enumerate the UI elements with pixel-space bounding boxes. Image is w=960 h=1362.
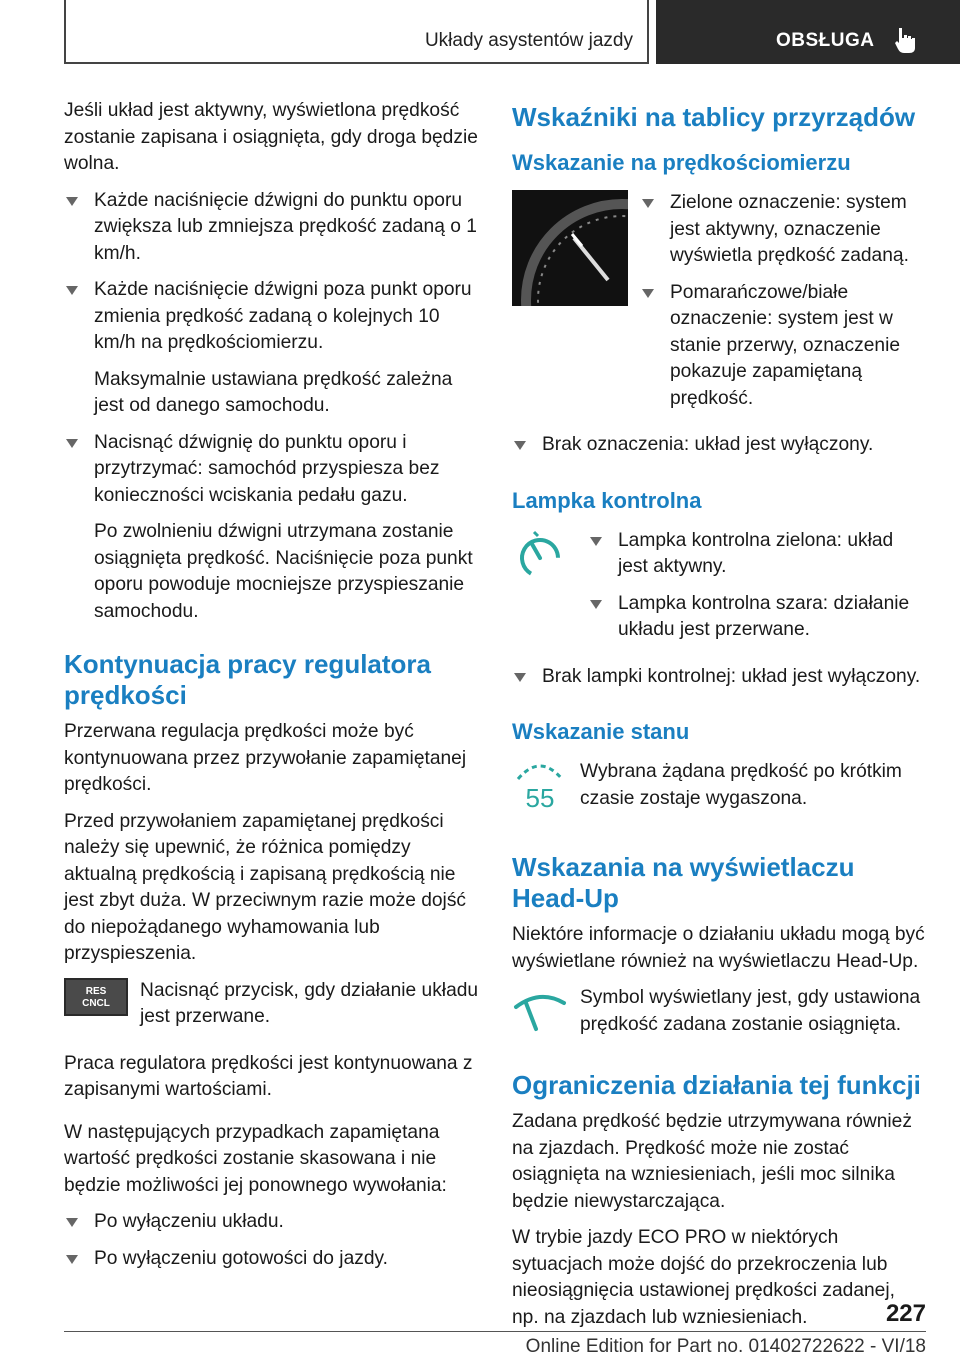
arc-dashes-icon bbox=[512, 759, 568, 781]
list-item: Nacisnąć dźwignię do punktu oporu i przytrzymać: samochód przyspiesza bez konieczności wciskania pedału gazu. bbox=[64, 430, 480, 510]
list-item: Pomarańczowe/białe oznaczenie: system jest w stanie przerwy, oznaczenie pokazuje zapamiętaną prędkość. bbox=[640, 280, 926, 413]
hand-pointer-icon bbox=[894, 26, 916, 54]
paragraph: Zadana prędkość będzie utrzymywana również na zjazdach. Prędkość może nie zostać osiągnięta na wzniesieniach, jeśli moc silnika będzie niewystarczająca. bbox=[512, 1111, 912, 1212]
bullet-triangle-icon bbox=[66, 439, 78, 448]
cruise-control-lamp-icon bbox=[512, 528, 568, 580]
bullet-triangle-icon bbox=[66, 286, 78, 295]
subsection-heading: Lampka kontrolna bbox=[512, 487, 702, 513]
paragraph: Maksymalnie ustawiana prędkość zależna jest od danego samochodu. bbox=[94, 368, 453, 416]
state-indicator-figure bbox=[512, 759, 926, 822]
res-cncl-button-icon: RES CNCL bbox=[64, 978, 128, 1016]
bullet-triangle-icon bbox=[642, 199, 654, 208]
list-item: Brak lampki kontrolnej: układ jest wyłączony. bbox=[512, 664, 926, 691]
speedometer-figure bbox=[512, 190, 926, 422]
speedometer-icon bbox=[512, 190, 628, 306]
section-heading: Wskazania na wyświetlaczu Head-Up bbox=[512, 852, 855, 913]
list-item: Po wyłączeniu gotowości do jazdy. bbox=[64, 1246, 480, 1273]
bullet-triangle-icon bbox=[66, 197, 78, 206]
right-column bbox=[512, 98, 926, 1341]
list-item: Lampka kontrolna szara: działanie układu jest przerwane. bbox=[588, 591, 926, 644]
header-chapter-label: OBSŁUGA bbox=[776, 30, 875, 51]
left-column bbox=[64, 98, 480, 1282]
list-item: Każde naciśnięcie dźwigni poza punkt oporu zmienia prędkość zadaną o kolejnych 10 km/h na prędkościomierzu. bbox=[64, 277, 480, 357]
hud-speed-reached-icon bbox=[512, 985, 568, 1035]
paragraph: Przed przywołaniem zapamiętanej prędkości należy się upewnić, że różnica pomiędzy aktualną prędkością i zapisaną prędkością nie jest zbyt duża. W przeciwnym razie może dojść do niepożądanego wyhamowania lub przyspieszenia. bbox=[64, 810, 467, 964]
paragraph: Praca regulatora prędkości jest kontynuowana z zapisanymi wartościami. bbox=[64, 1052, 473, 1100]
res-button-figure bbox=[64, 978, 480, 1041]
hud-figure bbox=[512, 985, 926, 1048]
page-number: 227 bbox=[885, 1300, 926, 1327]
paragraph: Po zwolnieniu dźwigni utrzymana zostanie osiągnięta prędkość. Naciśnięcie poza punkt oporu powoduje mocniejsze przyspieszanie samochodu. bbox=[94, 521, 473, 622]
bullet-triangle-icon bbox=[590, 600, 602, 609]
speed-state-icon bbox=[512, 759, 568, 813]
list-item: Lampka kontrolna zielona: układ jest aktywny. bbox=[588, 528, 926, 581]
section-heading: Ograniczenia działania tej funkcji bbox=[512, 1070, 921, 1100]
bullet-triangle-icon bbox=[590, 537, 602, 546]
paragraph: W trybie jazdy ECO PRO w niektórych sytuacjach może dojść do przekroczenia lub nieosiągnięcia ustawionej prędkości zadanej, np. na zjazdach lub wzniesieniach. bbox=[512, 1227, 895, 1328]
indicator-lamp-figure bbox=[512, 528, 926, 654]
bullet-triangle-icon bbox=[66, 1255, 78, 1264]
subsection-heading: Wskazanie na prędkościomierzu bbox=[512, 150, 851, 175]
list-item: Zielone oznaczenie: system jest aktywny, oznaczenie wyświetla prędkość zadaną. bbox=[640, 190, 926, 270]
bullet-triangle-icon bbox=[514, 441, 526, 450]
bullet-triangle-icon bbox=[642, 289, 654, 298]
figure-caption: Nacisnąć przycisk, gdy działanie układu jest przerwane. bbox=[140, 979, 479, 1027]
header-section-box bbox=[64, 0, 649, 64]
footer-divider bbox=[64, 1331, 926, 1332]
state-speed-number: 55 bbox=[525, 783, 555, 813]
footer-edition: Online Edition for Part no. 01402722622 - VI/18 bbox=[525, 1336, 926, 1357]
paragraph: W następujących przypadkach zapamiętana wartość prędkości zostanie skasowana i nie będzie możliwości jej ponownego wywołania: bbox=[64, 1121, 447, 1196]
bullet-triangle-icon bbox=[514, 673, 526, 682]
list-item: Brak oznaczenia: układ jest wyłączony. bbox=[512, 432, 926, 459]
figure-caption: Wybrana żądana prędkość po krótkim czasie zostaje wygaszona. bbox=[580, 761, 902, 809]
paragraph: Niektóre informacje o działaniu układu mogą być wyświetlane również na wyświetlaczu Head-Up. bbox=[512, 924, 925, 972]
list-item: Każde naciśnięcie dźwigni do punktu oporu zwiększa lub zmniejsza prędkość zadaną o 1 km/h. bbox=[64, 188, 480, 268]
bullet-triangle-icon bbox=[66, 1218, 78, 1227]
subsection-heading: Wskazanie stanu bbox=[512, 719, 690, 744]
header-section-title: Układy asystentów jazdy bbox=[424, 30, 633, 51]
paragraph: Jeśli układ jest aktywny, wyświetlona prędkość zostanie zapisana i osiągnięta, gdy droga będzie wolna. bbox=[64, 100, 478, 174]
section-heading: Kontynuacja pracy regulatora prędkości bbox=[64, 649, 431, 710]
section-heading: Wskaźniki na tablicy przyrządów bbox=[512, 102, 916, 132]
list-item: Po wyłączeniu układu. bbox=[64, 1209, 480, 1236]
figure-caption: Symbol wyświetlany jest, gdy ustawiona prędkość zadana zostanie osiągnięta. bbox=[580, 987, 921, 1035]
header-chapter-tab bbox=[656, 0, 960, 64]
paragraph: Przerwana regulacja prędkości może być kontynuowana przez przywołanie zapamiętanej prędkości. bbox=[64, 721, 467, 795]
